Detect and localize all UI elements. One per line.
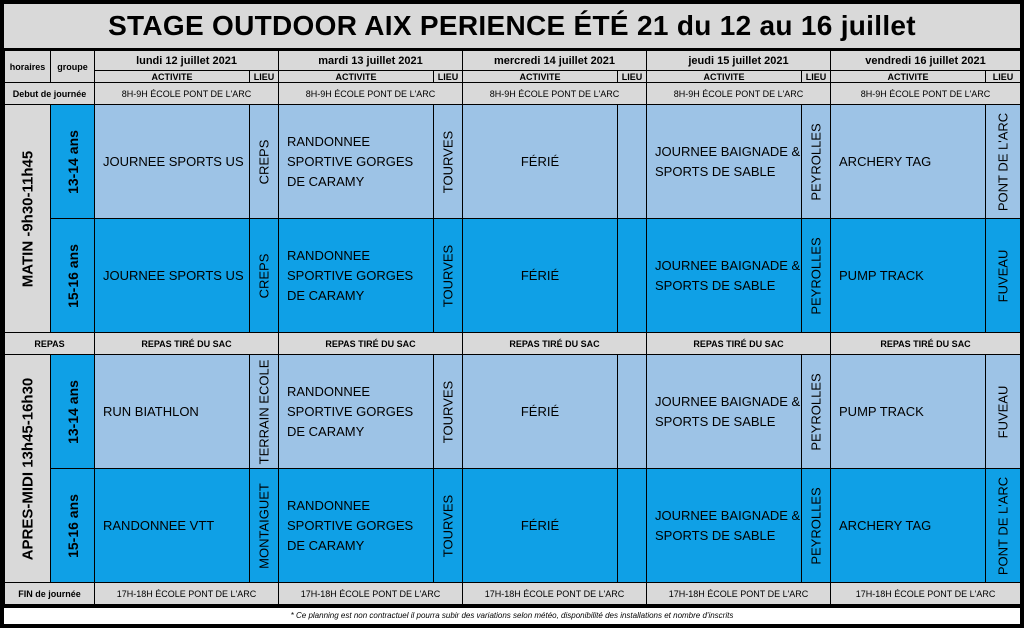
footnote: * Ce planning est non contractuel il pourra subir des variations selon météo, disponibilité des installations et nombre d'inscrits bbox=[4, 608, 1020, 624]
lieu-cell bbox=[802, 355, 831, 469]
activity-cell: FÉRIÉ bbox=[463, 105, 618, 219]
debut-label: Debut de journée bbox=[5, 83, 95, 105]
period-aprem bbox=[5, 355, 51, 583]
debut-cell: 8H-9H ÉCOLE PONT DE L'ARC bbox=[95, 83, 279, 105]
lieu-cell bbox=[434, 105, 463, 219]
debut-cell: 8H-9H ÉCOLE PONT DE L'ARC bbox=[279, 83, 463, 105]
group-label: 15-16 ans bbox=[64, 493, 81, 558]
day-header: mardi 13 juillet 2021 bbox=[279, 51, 463, 71]
lieu-cell bbox=[618, 219, 647, 333]
day-header: vendredi 16 juillet 2021 bbox=[831, 51, 1021, 71]
activite-header: ACTIVITE bbox=[95, 71, 250, 83]
lieu-label: CREPS bbox=[256, 139, 272, 184]
fin-cell: 17H-18H ÉCOLE PONT DE L'ARC bbox=[463, 583, 647, 605]
group-15-16 bbox=[51, 219, 95, 333]
activity-cell: RANDONNEE SPORTIVE GORGES DE CARAMY bbox=[279, 219, 434, 333]
header-groupe: groupe bbox=[51, 51, 95, 83]
lieu-label: TERRAIN ECOLE bbox=[256, 359, 272, 464]
activity-cell: JOURNEE BAIGNADE & SPORTS DE SABLE bbox=[647, 219, 802, 333]
activity-cell: PUMP TRACK bbox=[831, 219, 986, 333]
lieu-cell bbox=[986, 355, 1021, 469]
debut-row bbox=[5, 83, 1021, 105]
group-13-14 bbox=[51, 105, 95, 219]
period-aprem-label: APRES-MIDI 13h45-16h30 bbox=[19, 377, 36, 560]
lieu-cell bbox=[986, 105, 1021, 219]
lieu-label: TOURVES bbox=[440, 244, 456, 307]
debut-cell: 8H-9H ÉCOLE PONT DE L'ARC bbox=[463, 83, 647, 105]
day-header: jeudi 15 juillet 2021 bbox=[647, 51, 831, 71]
lieu-label: PEYROLLES bbox=[808, 122, 824, 201]
header-row-days bbox=[5, 51, 1021, 71]
lieu-cell bbox=[802, 469, 831, 583]
lieu-label: PEYROLLES bbox=[808, 236, 824, 315]
group-13-14 bbox=[51, 355, 95, 469]
schedule-table bbox=[4, 50, 1021, 605]
lieu-header: LIEU bbox=[250, 71, 279, 83]
aprem-15-16-row bbox=[5, 469, 1021, 583]
repas-row bbox=[5, 333, 1021, 355]
lieu-cell bbox=[250, 469, 279, 583]
activity-cell: JOURNEE BAIGNADE & SPORTS DE SABLE bbox=[647, 469, 802, 583]
lieu-label: TOURVES bbox=[440, 130, 456, 193]
lieu-cell bbox=[434, 355, 463, 469]
lieu-cell bbox=[250, 355, 279, 469]
lieu-label: PEYROLLES bbox=[808, 372, 824, 451]
debut-cell: 8H-9H ÉCOLE PONT DE L'ARC bbox=[647, 83, 831, 105]
debut-cell: 8H-9H ÉCOLE PONT DE L'ARC bbox=[831, 83, 1021, 105]
lieu-cell bbox=[618, 469, 647, 583]
fin-label: FIN de journée bbox=[5, 583, 95, 605]
activity-cell: RUN BIATHLON bbox=[95, 355, 250, 469]
activity-cell: JOURNEE BAIGNADE & SPORTS DE SABLE bbox=[647, 105, 802, 219]
lieu-cell bbox=[434, 219, 463, 333]
activite-header: ACTIVITE bbox=[831, 71, 986, 83]
activity-cell: ARCHERY TAG bbox=[831, 469, 986, 583]
activity-cell: JOURNEE SPORTS US bbox=[95, 219, 250, 333]
lieu-label: MONTAIGUET bbox=[256, 482, 272, 569]
lieu-cell bbox=[250, 105, 279, 219]
activity-cell: RANDONNEE VTT bbox=[95, 469, 250, 583]
fin-cell: 17H-18H ÉCOLE PONT DE L'ARC bbox=[279, 583, 463, 605]
lieu-label: PEYROLLES bbox=[808, 486, 824, 565]
repas-cell: REPAS TIRÉ DU SAC bbox=[95, 333, 279, 355]
activity-cell: PUMP TRACK bbox=[831, 355, 986, 469]
page-title: STAGE OUTDOOR AIX PERIENCE ÉTÉ 21 du 12 au 16 juillet bbox=[4, 4, 1020, 48]
lieu-cell bbox=[250, 219, 279, 333]
fin-cell: 17H-18H ÉCOLE PONT DE L'ARC bbox=[831, 583, 1021, 605]
lieu-label: CREPS bbox=[256, 253, 272, 298]
lieu-cell bbox=[802, 219, 831, 333]
header-horaires: horaires bbox=[5, 51, 51, 83]
matin-13-14-row bbox=[5, 105, 1021, 219]
period-matin bbox=[5, 105, 51, 333]
repas-cell: REPAS TIRÉ DU SAC bbox=[831, 333, 1021, 355]
activite-header: ACTIVITE bbox=[279, 71, 434, 83]
activite-header: ACTIVITE bbox=[647, 71, 802, 83]
repas-cell: REPAS TIRÉ DU SAC bbox=[279, 333, 463, 355]
lieu-header: LIEU bbox=[434, 71, 463, 83]
matin-15-16-row bbox=[5, 219, 1021, 333]
activity-cell: FÉRIÉ bbox=[463, 355, 618, 469]
lieu-cell bbox=[986, 469, 1021, 583]
activity-cell: JOURNEE BAIGNADE & SPORTS DE SABLE bbox=[647, 355, 802, 469]
activity-cell: RANDONNEE SPORTIVE GORGES DE CARAMY bbox=[279, 469, 434, 583]
lieu-label: TOURVES bbox=[440, 494, 456, 557]
activite-header: ACTIVITE bbox=[463, 71, 618, 83]
activity-cell: RANDONNEE SPORTIVE GORGES DE CARAMY bbox=[279, 355, 434, 469]
activity-cell: FÉRIÉ bbox=[463, 219, 618, 333]
group-label: 13-14 ans bbox=[64, 379, 81, 444]
repas-label: REPAS bbox=[5, 333, 95, 355]
day-header: lundi 12 juillet 2021 bbox=[95, 51, 279, 71]
lieu-label: FUVEAU bbox=[995, 385, 1011, 438]
fin-cell: 17H-18H ÉCOLE PONT DE L'ARC bbox=[95, 583, 279, 605]
lieu-header: LIEU bbox=[618, 71, 647, 83]
lieu-cell bbox=[986, 219, 1021, 333]
activity-cell: JOURNEE SPORTS US bbox=[95, 105, 250, 219]
lieu-label: PONT DE L'ARC bbox=[995, 112, 1011, 211]
group-label: 13-14 ans bbox=[64, 129, 81, 194]
activity-cell: ARCHERY TAG bbox=[831, 105, 986, 219]
aprem-13-14-row bbox=[5, 355, 1021, 469]
lieu-cell bbox=[618, 355, 647, 469]
lieu-cell bbox=[434, 469, 463, 583]
activity-cell: RANDONNEE SPORTIVE GORGES DE CARAMY bbox=[279, 105, 434, 219]
repas-cell: REPAS TIRÉ DU SAC bbox=[647, 333, 831, 355]
lieu-cell bbox=[618, 105, 647, 219]
day-header: mercredi 14 juillet 2021 bbox=[463, 51, 647, 71]
fin-row bbox=[5, 583, 1021, 605]
lieu-label: FUVEAU bbox=[995, 249, 1011, 302]
fin-cell: 17H-18H ÉCOLE PONT DE L'ARC bbox=[647, 583, 831, 605]
group-label: 15-16 ans bbox=[64, 243, 81, 308]
lieu-label: PONT DE L'ARC bbox=[995, 476, 1011, 575]
activity-cell: FÉRIÉ bbox=[463, 469, 618, 583]
lieu-label: TOURVES bbox=[440, 380, 456, 443]
lieu-header: LIEU bbox=[986, 71, 1021, 83]
lieu-header: LIEU bbox=[802, 71, 831, 83]
header-row-cols bbox=[5, 71, 1021, 83]
group-15-16 bbox=[51, 469, 95, 583]
period-matin-label: MATIN -9h30-11h45 bbox=[19, 150, 36, 287]
repas-cell: REPAS TIRÉ DU SAC bbox=[463, 333, 647, 355]
lieu-cell bbox=[802, 105, 831, 219]
